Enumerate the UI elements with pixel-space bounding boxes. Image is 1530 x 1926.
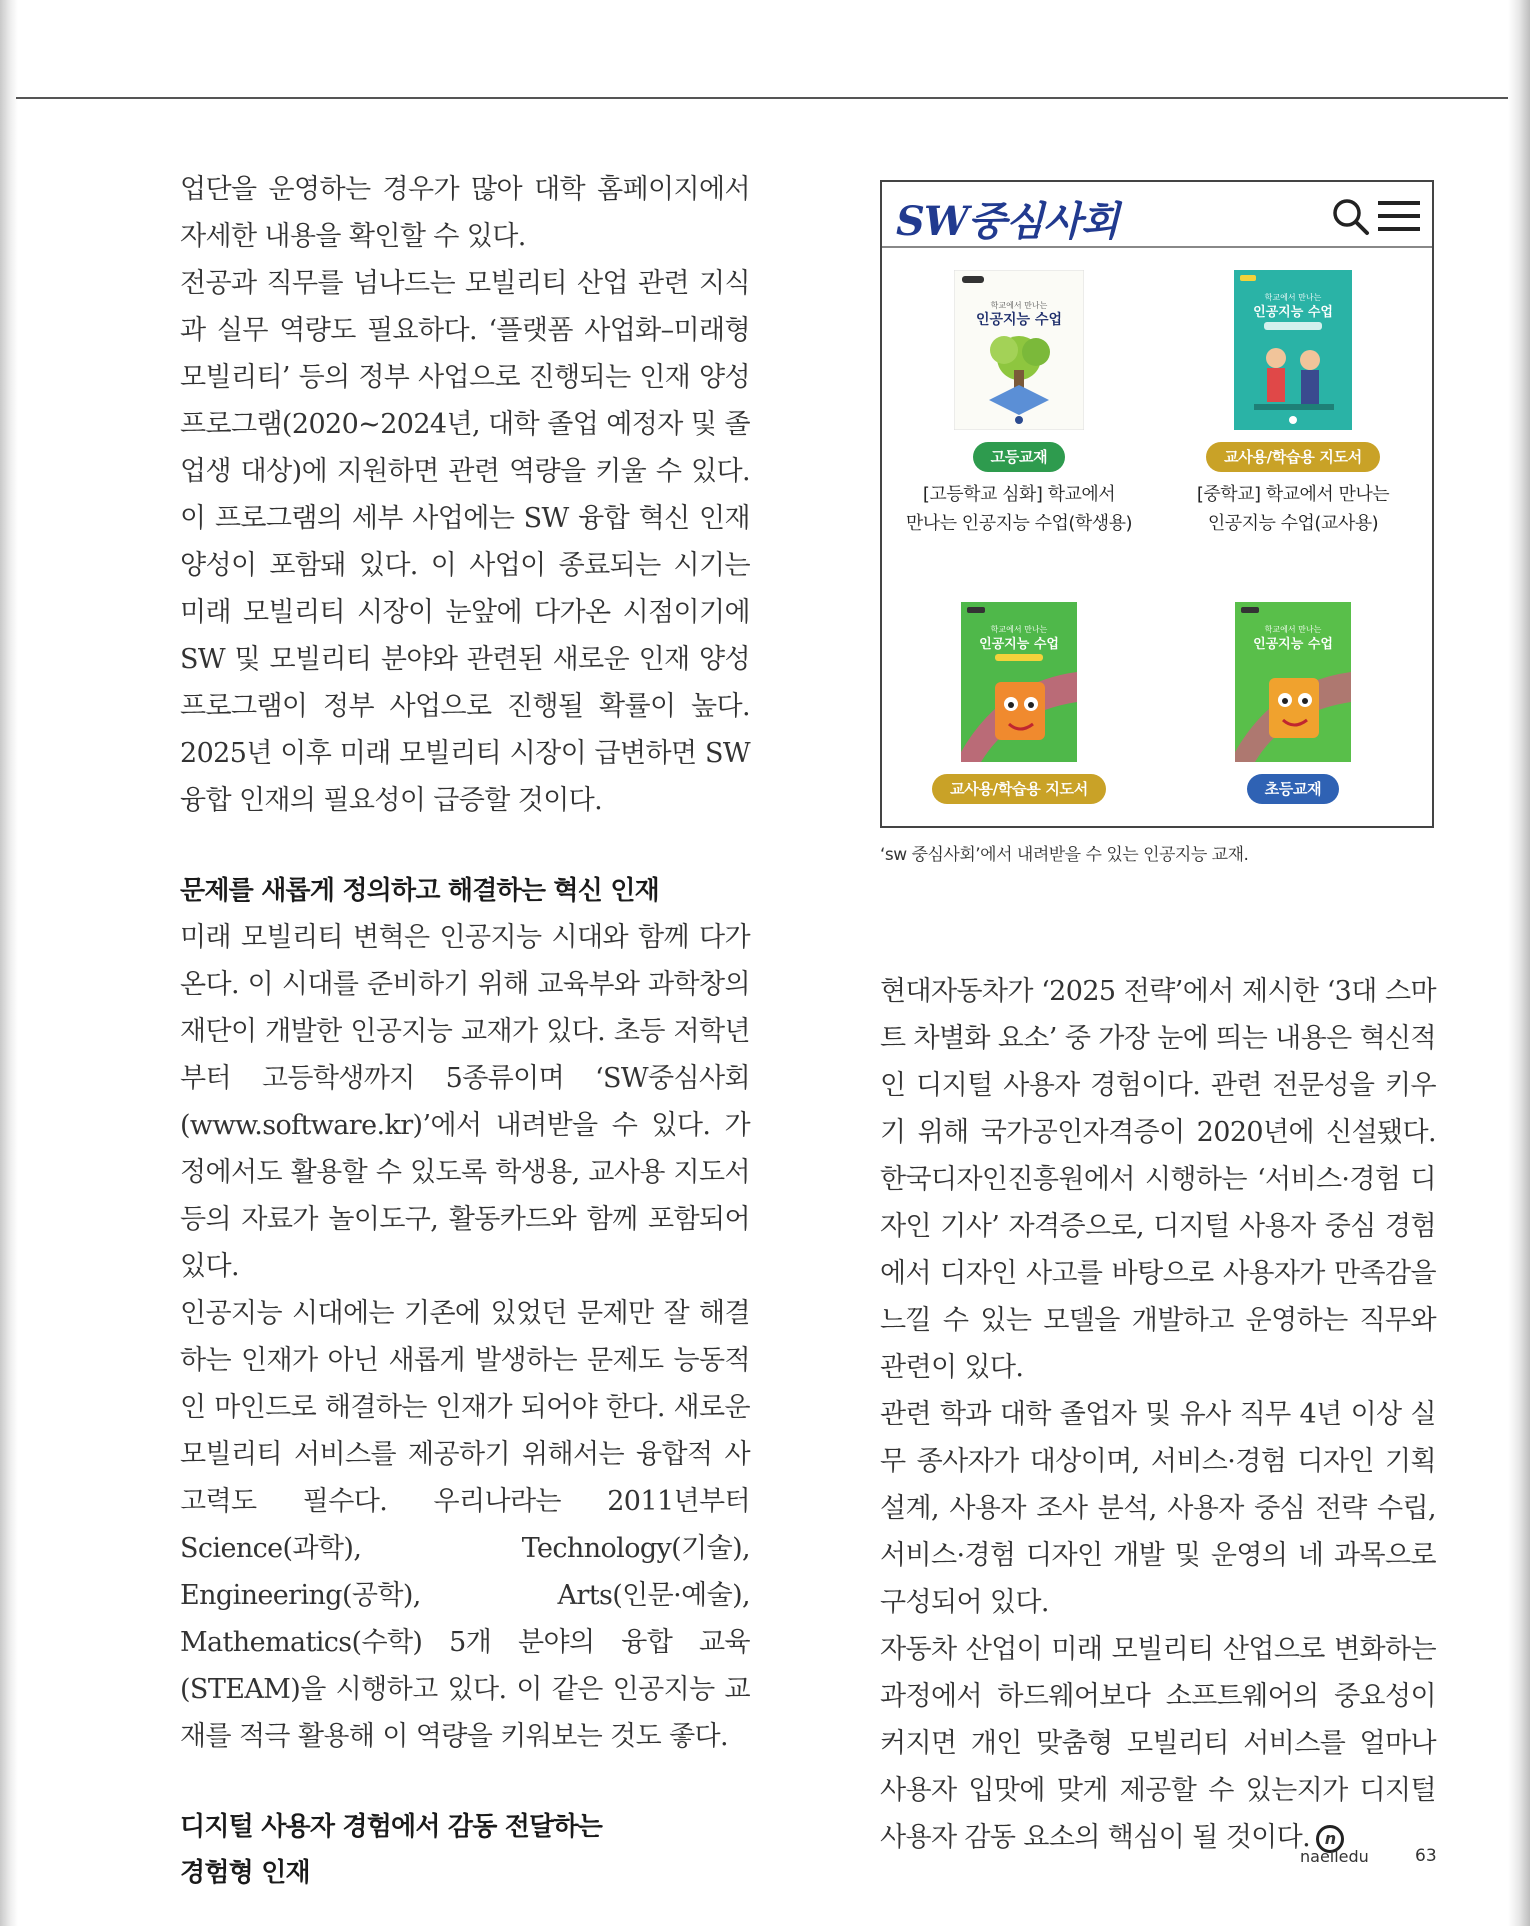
page-spine-shadow	[0, 0, 18, 1926]
book-category-badge: 초등교재	[1247, 774, 1340, 804]
textbook-figure	[880, 180, 1434, 828]
end-mark-icon: n	[1316, 1825, 1344, 1853]
paragraph: 전공과 직무를 넘나드는 모빌리티 산업 관련 지식과 실무 역량도 필요하다. ‘플랫폼 사업화–미래형 모빌리티’ 등의 정부 사업으로 진행되는 인재 양성 프로그램(2020~2024년, 대학 졸업 예정자 및 졸업생 대상)에 지원하면 관련 역량을 키울 수 있다. 이 프로그램의 세부 사업에는 SW 융합 혁신 인재 양성이 포함돼 있다. 이 사업이 종료되는 시기는 미래 모빌리티 시장이 눈앞에 다가온 시점이기에 SW 및 모빌리티 분야와 관련된 새로운 인재 양성 프로그램이 정부 사업으로 진행될 확률이 높다. 2025년 이후 미래 모빌리티 시장이 급변하면 SW 융합 인재의 필요성이 급증할 것이다.	[180, 268, 750, 816]
book-cover-image	[1234, 270, 1352, 430]
publication-name: naeiledu	[1300, 1847, 1369, 1866]
paragraph: 업단을 운영하는 경우가 많아 대학 홈페이지에서 자세한 내용을 확인할 수 있다.	[180, 174, 750, 252]
book-cover-image	[954, 270, 1084, 430]
figure-caption: ‘sw 중심사회’에서 내려받을 수 있는 인공지능 교재.	[880, 845, 1249, 865]
book-title	[1158, 480, 1428, 538]
textbook-item	[1158, 602, 1428, 804]
book-cover-image	[1235, 602, 1351, 762]
cover-subtitle: 학교에서 만나는	[990, 625, 1048, 634]
book-title-line: 인공지능 수업(교사용)	[1207, 513, 1379, 534]
header-rule	[16, 97, 1508, 99]
textbook-item	[1158, 270, 1428, 538]
paragraph: 관련 학과 대학 졸업자 및 유사 직무 4년 이상 실무 종사자가 대상이며, 서비스·경험 디자인 기획 설계, 사용자 조사 분석, 사용자 중심 전략 수립, 서비스·경험 디자인 개발 및 운영의 네 과목으로 구성되어 있다.	[880, 1399, 1436, 1618]
figure-site-header	[882, 182, 1432, 248]
section-heading	[180, 1804, 750, 1896]
paragraph: 인공지능 시대에는 기존에 있었던 문제만 잘 해결하는 인재가 아닌 새롭게 발생하는 문제도 능동적인 마인드로 해결하는 인재가 되어야 한다. 새로운 모빌리티 서비스를 제공하기 위해서는 융합적 사고력도 필수다. 우리나라는 2011년부터 Science(과학), Technology(기술), Engineering(공학), Arts(인문·예술), Mathematics(수학) 5개 분야의 융합 교육(STEAM)을 시행하고 있다. 이 같은 인공지능 교재를 적극 활용해 이 역량을 키워보는 것도 좋다.	[180, 1298, 750, 1752]
cover-title: 인공지능 수업	[1253, 305, 1333, 320]
paragraph	[880, 1626, 1436, 1861]
section-heading: 문제를 새롭게 정의하고 해결하는 혁신 인재	[180, 876, 659, 906]
book-title-line: 만나는 인공지능 수업(학생용)	[905, 513, 1133, 534]
cover-title: 인공지능 수업	[975, 312, 1063, 328]
heading-line: 경험형 인재	[180, 1858, 310, 1888]
book-cover-image	[961, 602, 1077, 762]
book-category-badge: 교사용/학습용 지도서	[932, 774, 1106, 804]
book-title-line: [고등학교 심화] 학교에서	[922, 484, 1116, 505]
book-title	[884, 480, 1154, 538]
cover-subtitle: 학교에서 만나는	[1264, 293, 1322, 302]
book-category-badge: 교사용/학습용 지도서	[1206, 442, 1380, 472]
cover-title: 인공지능 수업	[1253, 637, 1333, 652]
cover-subtitle: 학교에서 만나는	[990, 301, 1048, 310]
book-title-line: [중학교] 학교에서 만나는	[1196, 484, 1390, 505]
page-number: 63	[1415, 1846, 1437, 1866]
paragraph: 현대자동차가 ‘2025 전략’에서 제시한 ‘3대 스마트 차별화 요소’ 중 가장 눈에 띄는 내용은 혁신적인 디지털 사용자 경험이다. 관련 전문성을 키우기 위해 국가공인자격증이 2020년에 신설됐다. 한국디자인진흥원에서 시행하는 ‘서비스·경험 디자인 기사’ 자격증으로, 디지털 사용자 중심 경험에서 디자인 사고를 바탕으로 사용자가 만족감을 느낄 수 있는 모델을 개발하고 운영하는 직무와 관련이 있다.	[880, 976, 1437, 1383]
paragraph-text: 자동차 산업이 미래 모빌리티 산업으로 변화하는 과정에서 하드웨어보다 소프트웨어의 중요성이 커지면 개인 맞춤형 모빌리티 서비스를 얼마나 사용자 입맛에 맞게 제공할 수 있는지가 디지털 사용자 감동 요소의 핵심이 될 것이다.	[880, 1634, 1436, 1853]
sw-society-logo: SW중심사회	[896, 198, 1119, 245]
page-edge-shadow	[1508, 0, 1530, 1926]
search-icon	[1330, 196, 1370, 236]
cover-subtitle: 학교에서 만나는	[1264, 625, 1322, 634]
paragraph: 미래 모빌리티 변혁은 인공지능 시대와 함께 다가온다. 이 시대를 준비하기 위해 교육부와 과학창의재단이 개발한 인공지능 교재가 있다. 초등 저학년부터 고등학생까지 5종류이며 ‘SW중심사회(www.software.kr)’에서 내려받을 수 있다. 가정에서도 활용할 수 있도록 학생용, 교사용 지도서 등의 자료가 놀이도구, 활동카드와 함께 포함되어 있다.	[180, 922, 750, 1282]
textbook-item	[884, 270, 1154, 538]
cover-title: 인공지능 수업	[979, 637, 1059, 652]
heading-line: 디지털 사용자 경험에서 감동 전달하는	[180, 1812, 603, 1842]
book-category-badge: 고등교재	[973, 442, 1066, 472]
right-column	[880, 968, 1436, 1861]
left-column	[180, 166, 750, 1896]
textbook-item	[884, 602, 1154, 804]
menu-icon	[1378, 200, 1420, 232]
